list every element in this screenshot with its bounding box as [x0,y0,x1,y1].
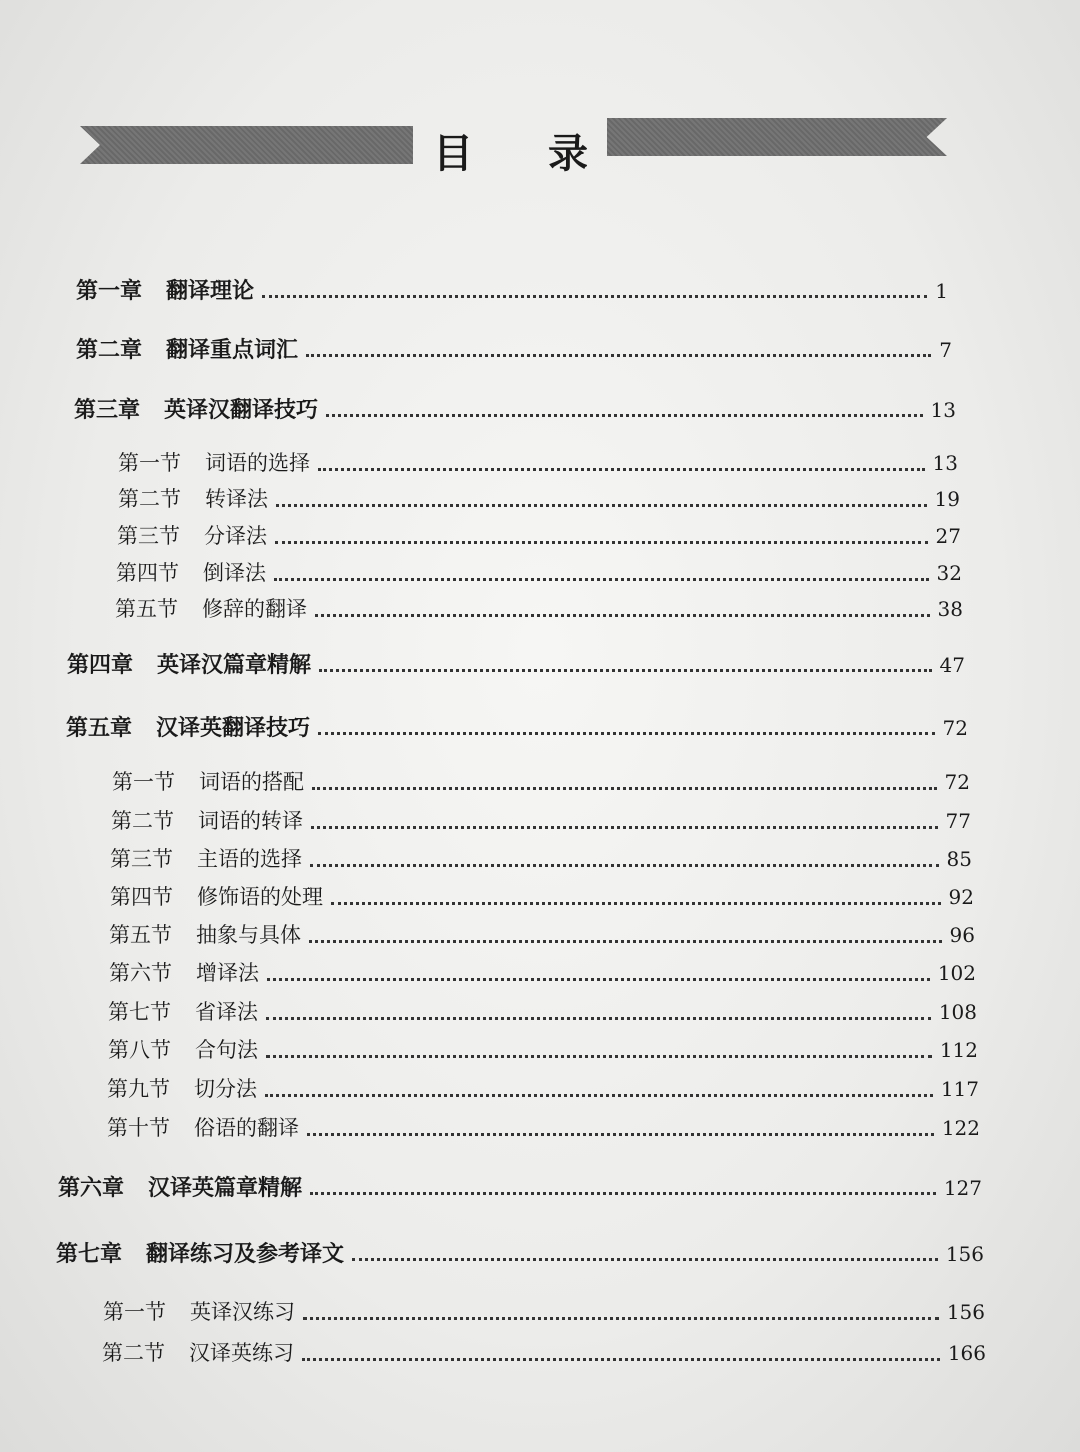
entry-title: 倒译法 [203,561,266,585]
page-title-part-1: 目 [433,131,473,177]
entry-label: 第五节 [109,923,172,947]
toc-chapter-entry [58,1171,982,1201]
entry-label: 第五节 [115,597,178,621]
entry-title: 英译汉练习 [190,1300,295,1324]
entry-label: 第三节 [110,847,173,871]
toc-section-entry [112,766,970,796]
entry-label: 第一章 [76,279,143,304]
entry-label: 第九节 [107,1077,170,1101]
dot-leader [265,1094,933,1097]
page-number: 85 [946,847,972,871]
dot-leader [318,468,925,471]
dot-leader [311,826,938,829]
page-number: 19 [934,487,960,511]
page-number: 108 [938,1000,977,1024]
dot-leader [267,978,930,981]
page-number: 112 [939,1038,978,1062]
entry-title: 词语的选择 [205,451,310,475]
page-number: 156 [945,1242,984,1266]
entry-title: 合句法 [195,1038,258,1062]
entry-label: 第六章 [58,1176,125,1201]
page-number: 77 [945,809,971,833]
entry-label: 第五章 [66,716,133,741]
header-band-left [80,126,413,164]
toc-chapter-entry [56,1237,984,1267]
entry-label: 第四节 [116,561,179,585]
entry-title: 修辞的翻译 [202,597,307,621]
entry-label: 第七章 [56,1242,123,1267]
entry-title: 切分法 [194,1077,257,1101]
entry-title: 分译法 [204,524,267,548]
toc-section-entry [103,1296,985,1326]
entry-label: 第四章 [67,653,134,678]
toc-chapter-entry [74,393,956,423]
entry-title: 英译汉翻译技巧 [164,398,319,423]
entry-label: 第三章 [74,398,141,423]
entry-label: 第二节 [111,809,174,833]
entry-label: 第一节 [118,451,181,475]
toc-section-entry [107,1073,979,1103]
page-number: 96 [949,923,975,947]
dot-leader [326,414,923,417]
dot-leader [303,1317,939,1320]
toc-chapter-entry [76,274,948,304]
toc-section-entry [111,805,971,835]
page-number: 122 [941,1116,980,1140]
page-number: 47 [939,653,965,677]
dot-leader [352,1258,938,1261]
entry-label: 第二节 [102,1341,165,1365]
dot-leader [310,864,939,867]
page-number: 1 [935,279,948,303]
entry-title: 翻译练习及参考译文 [146,1242,345,1267]
page-number: 72 [942,716,968,740]
entry-label: 第一节 [112,770,175,794]
entry-title: 汉译英练习 [189,1341,294,1365]
page-title-part-2: 录 [548,131,588,177]
toc-chapter-entry [67,648,965,678]
entry-label: 第四节 [110,885,173,909]
entry-title: 修饰语的处理 [197,885,323,909]
dot-leader [315,614,930,617]
entry-title: 汉译英翻译技巧 [156,716,311,741]
entry-label: 第一节 [103,1300,166,1324]
entry-label: 第三节 [117,524,180,548]
page-number: 27 [935,524,961,548]
dot-leader [302,1358,940,1361]
dot-leader [274,578,929,581]
entry-title: 转译法 [205,487,268,511]
toc-section-entry [102,1337,986,1367]
entry-title: 汉译英篇章精解 [148,1176,303,1201]
entry-title: 省译法 [195,1000,258,1024]
page-number: 7 [939,338,952,362]
entry-label: 第二节 [118,487,181,511]
toc-section-entry [108,996,977,1026]
entry-label: 第七节 [108,1000,171,1024]
toc-section-entry [109,919,975,949]
dot-leader [266,1055,932,1058]
page-number: 127 [943,1176,982,1200]
entry-title: 俗语的翻译 [194,1116,299,1140]
toc-section-entry [117,520,961,550]
toc-section-entry [118,447,958,477]
header-band-right [607,118,947,156]
toc-section-entry [110,843,972,873]
toc-section-entry [118,483,960,513]
toc-section-entry [107,1112,980,1142]
entry-label: 第六节 [109,961,172,985]
page-number: 156 [946,1300,985,1324]
entry-title: 英译汉篇章精解 [157,653,312,678]
entry-title: 词语的搭配 [199,770,304,794]
entry-title: 词语的转译 [198,809,303,833]
dot-leader [275,541,928,544]
page-number: 38 [937,597,963,621]
page-number: 102 [937,961,976,985]
toc-section-entry [109,957,976,987]
dot-leader [319,669,932,672]
toc-chapter-entry [66,711,968,741]
page-number: 117 [940,1077,979,1101]
toc-section-entry [108,1034,978,1064]
page-number: 13 [930,398,956,422]
dot-leader [262,295,927,298]
dot-leader [331,902,941,905]
dot-leader [306,354,931,357]
page-number: 13 [932,451,958,475]
dot-leader [307,1133,934,1136]
page-number: 32 [936,561,962,585]
toc-section-entry [115,593,963,623]
dot-leader [312,787,937,790]
page-number: 72 [944,770,970,794]
page-number: 92 [948,885,974,909]
entry-title: 翻译理论 [166,279,255,304]
entry-label: 第二章 [76,338,143,363]
entry-title: 翻译重点词汇 [166,338,299,363]
toc-section-entry [116,557,962,587]
dot-leader [309,940,942,943]
entry-title: 主语的选择 [197,847,302,871]
toc-section-entry [110,881,974,911]
page-number: 166 [947,1341,986,1365]
entry-label: 第八节 [108,1038,171,1062]
entry-label: 第十节 [107,1116,170,1140]
dot-leader [266,1017,931,1020]
dot-leader [276,504,927,507]
entry-title: 抽象与具体 [196,923,301,947]
toc-chapter-entry [76,333,952,363]
entry-title: 增译法 [196,961,259,985]
dot-leader [318,732,935,735]
dot-leader [310,1192,936,1195]
